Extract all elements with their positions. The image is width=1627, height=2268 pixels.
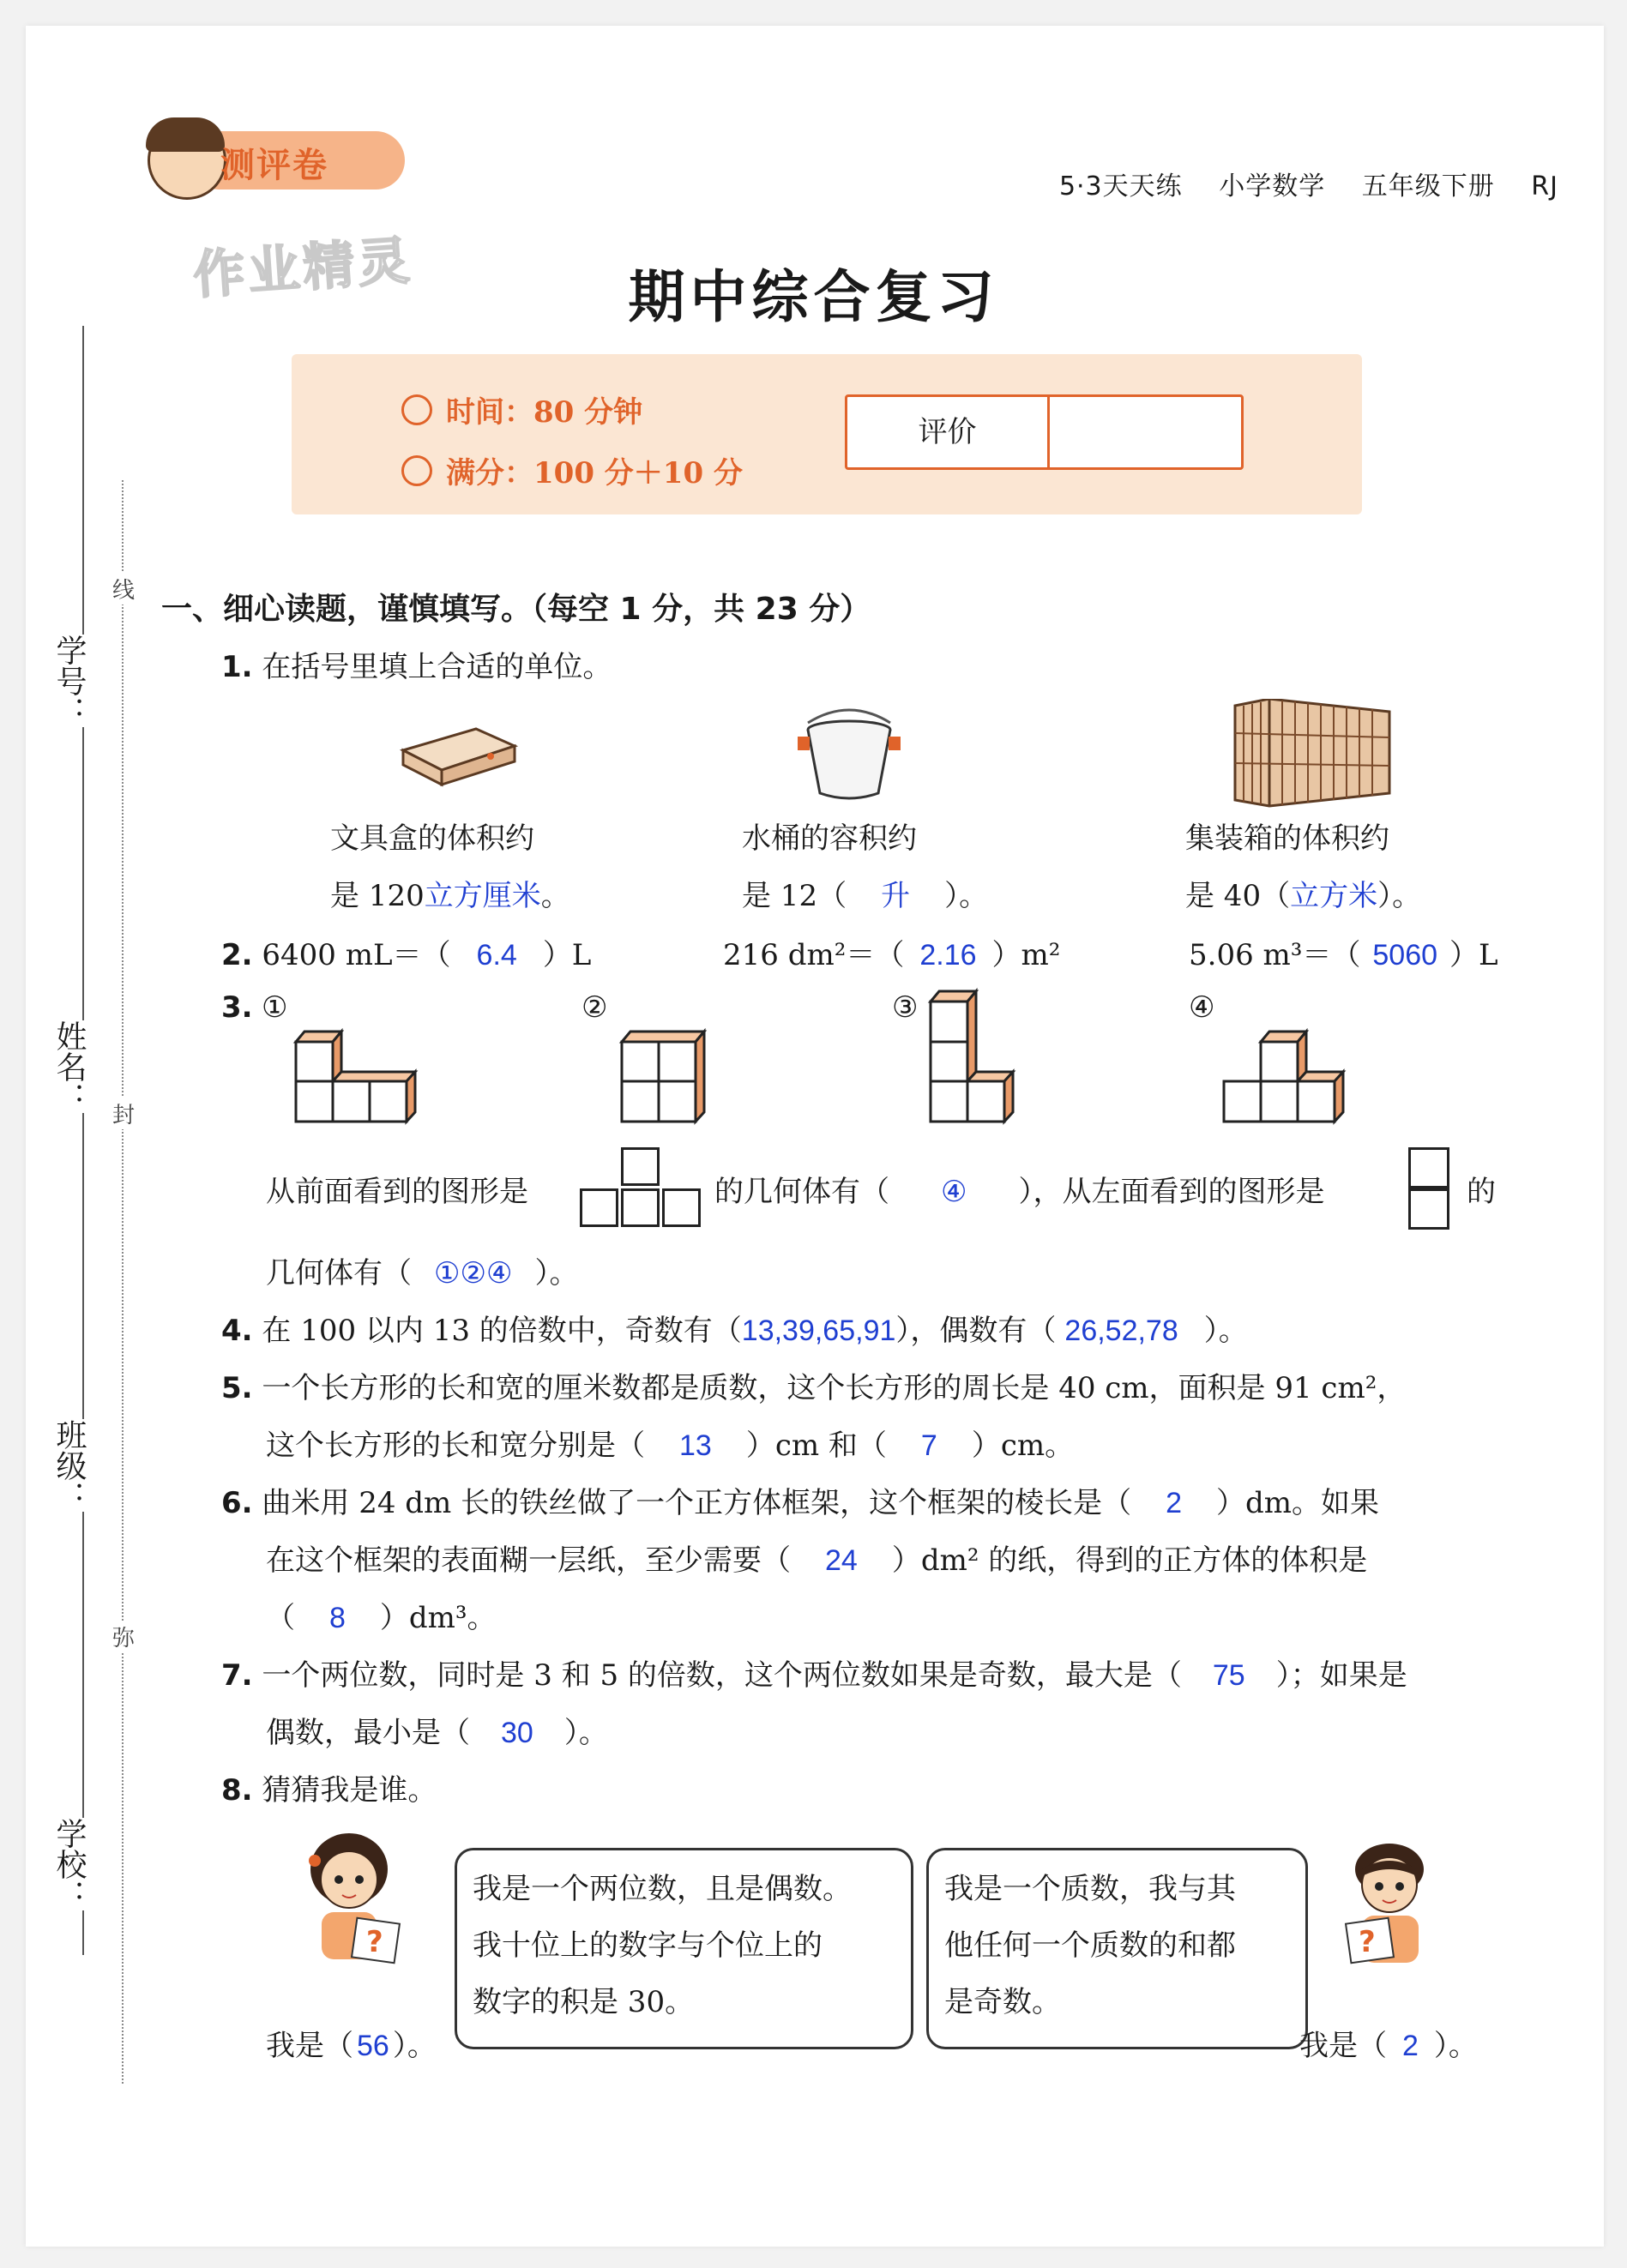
girl-character-icon bbox=[296, 1826, 407, 1972]
watermark: 作业精灵 bbox=[191, 231, 415, 306]
bubble-boy-line-1: 我是一个质数，我与其 bbox=[944, 1872, 1236, 1906]
binding-line bbox=[82, 326, 84, 1955]
q6-line-1: 6. 曲米用 24 dm 长的铁丝做了一个正方体框架，这个框架的棱长是（ 2 ）dm。如果 bbox=[221, 1486, 1380, 1520]
name-label: 姓名： bbox=[47, 1020, 91, 1113]
q2-b: 216 dm²＝（ 2.16 ）m² bbox=[723, 938, 1061, 972]
series-name: 5·3天天练 bbox=[1058, 171, 1183, 202]
q3-answer-1: ④ bbox=[941, 1176, 967, 1208]
q8-answer-boy: 2 bbox=[1402, 2030, 1419, 2062]
boy-hair-icon bbox=[146, 117, 225, 152]
seal-mark-mi: 弥 bbox=[112, 1621, 135, 1652]
series-subject: 小学数学 bbox=[1219, 171, 1326, 202]
pencil-case-icon bbox=[395, 720, 523, 789]
badge-label: 测评卷 bbox=[220, 146, 328, 185]
q1-item2-line1: 水桶的容积约 bbox=[742, 821, 917, 856]
q3-label-1: ① bbox=[262, 990, 288, 1025]
bubble-boy-line-3: 是奇数。 bbox=[944, 1985, 1061, 2019]
bucket-icon bbox=[798, 707, 901, 810]
check-icon bbox=[401, 455, 432, 486]
q8: 8. 猜猜我是谁。 bbox=[221, 1773, 437, 1808]
q6-answer-area: 24 bbox=[825, 1544, 858, 1577]
series-info bbox=[1032, 165, 1558, 202]
q5-line-2: 这个长方形的长和宽分别是（ 13 ）cm 和（ 7 ）cm。 bbox=[266, 1429, 1075, 1463]
q5-line-1: 5. 一个长方形的长和宽的厘米数都是质数，这个长方形的周长是 40 cm，面积是 91 cm²， bbox=[221, 1371, 1407, 1405]
school-label: 学校： bbox=[47, 1818, 91, 1910]
series-grade: 五年级下册 bbox=[1361, 171, 1495, 202]
section-heading: 一、细心读题，谨慎填写。（每空 1 分，共 23 分） bbox=[161, 592, 871, 627]
seal-dotted-line bbox=[122, 480, 124, 2084]
q3-line-2: 几何体有（ ①②④ ）。 bbox=[266, 1256, 579, 1290]
front-view-shape-icon bbox=[580, 1147, 703, 1230]
q1-item1-line2: 是 120立方厘米。 bbox=[330, 879, 570, 913]
bubble-girl-line-3: 数字的积是 30。 bbox=[473, 1985, 695, 2019]
q2-c: 5.06 m³＝（ 5060 ）L bbox=[1189, 938, 1498, 972]
q1-item2-answer: 升 bbox=[881, 880, 911, 912]
q3-label-2: ② bbox=[582, 990, 608, 1025]
svg-text:?: ? bbox=[366, 1925, 383, 1959]
q3-label-4: ④ bbox=[1189, 990, 1215, 1025]
q1-item1-line1: 文具盒的体积约 bbox=[330, 821, 534, 856]
q7-line-1: 7. 一个两位数，同时是 3 和 5 的倍数，这个两位数如果是奇数，最大是（ 75 ）；如果是 bbox=[221, 1658, 1407, 1693]
q3-text-4: 的 bbox=[1467, 1175, 1496, 1209]
q5-answer-length: 13 bbox=[679, 1429, 712, 1462]
q6-line-3: （ 8 ）dm³。 bbox=[266, 1601, 497, 1635]
seal-mark-feng: 封 bbox=[112, 1098, 135, 1129]
left-view-shape-icon bbox=[1408, 1147, 1449, 1230]
bubble-girl-line-1: 我是一个两位数，且是偶数。 bbox=[473, 1872, 852, 1906]
test-badge bbox=[130, 116, 409, 198]
time-limit: 时间：80 分钟 bbox=[446, 395, 643, 430]
clock-icon bbox=[401, 394, 432, 425]
cube-solid-3-icon bbox=[926, 986, 1038, 1128]
q8-answer-girl: 56 bbox=[357, 2030, 389, 2062]
q1-item3-line1: 集装箱的体积约 bbox=[1185, 821, 1389, 856]
q4: 4. 在 100 以内 13 的倍数中，奇数有（13,39,65,91），偶数有（ 26,52,78 ）。 bbox=[221, 1314, 1248, 1348]
evaluation-label: 评价 bbox=[918, 415, 977, 449]
cube-solid-4-icon bbox=[1220, 1025, 1365, 1128]
cube-solid-1-icon bbox=[292, 1025, 437, 1128]
evaluation-box bbox=[845, 394, 1244, 470]
q7-answer-odd: 75 bbox=[1212, 1659, 1245, 1692]
cube-solid-2-icon bbox=[618, 1025, 729, 1128]
bubble-boy-line-2: 他任何一个质数的和都 bbox=[944, 1928, 1236, 1963]
speech-bubble-boy bbox=[926, 1848, 1308, 2049]
q2-c-answer: 5060 bbox=[1372, 939, 1438, 972]
q6-line-2: 在这个框架的表面糊一层纸，至少需要（ 24 ）dm² 的纸，得到的正方体的体积是 bbox=[266, 1543, 1368, 1578]
evaluation-field[interactable] bbox=[1050, 397, 1241, 467]
q2: 2. 6400 mL＝（ 6.4 ）L bbox=[221, 938, 592, 972]
boy-character-icon bbox=[1338, 1835, 1449, 1972]
q2-b-answer: 2.16 bbox=[919, 939, 977, 972]
shipping-container-icon bbox=[1226, 699, 1398, 810]
q4-answer-even: 26,52,78 bbox=[1064, 1314, 1178, 1347]
q1-item3-answer: 立方米 bbox=[1290, 880, 1378, 912]
q7-line-2: 偶数，最小是（ 30 ）。 bbox=[266, 1716, 608, 1750]
q6-answer-volume: 8 bbox=[329, 1602, 346, 1634]
q1-stem: 在括号里填上合适的单位。 bbox=[262, 650, 612, 684]
speech-bubble-girl bbox=[455, 1848, 913, 2049]
boy-answer: 我是（ 2 ）。 bbox=[1299, 2029, 1478, 2063]
q3-label-3: ③ bbox=[892, 990, 919, 1025]
series-edition: RJ bbox=[1531, 171, 1558, 202]
q1: 1. 在括号里填上合适的单位。 bbox=[221, 650, 612, 684]
class-label: 班级： bbox=[47, 1419, 91, 1512]
full-score: 满分：100 分＋10 分 bbox=[446, 456, 743, 490]
q4-answer-odd: 13,39,65,91 bbox=[741, 1314, 896, 1347]
q3-answer-2: ①②④ bbox=[434, 1257, 513, 1290]
q1-item1-answer: 立方厘米 bbox=[424, 880, 541, 912]
q1-item3-line2: 是 40（立方米）。 bbox=[1185, 879, 1422, 913]
svg-text:?: ? bbox=[1359, 1925, 1376, 1959]
page-title: 期中综合复习 bbox=[628, 263, 999, 330]
q2-a-answer: 6.4 bbox=[476, 939, 517, 972]
q5-answer-width: 7 bbox=[920, 1429, 937, 1462]
q3-text-2: 的几何体有（ ④ ），从左面看到的图形是 bbox=[714, 1175, 1325, 1209]
q1-item2-line2: 是 12（ 升 ）。 bbox=[742, 879, 989, 913]
q7-answer-even: 30 bbox=[501, 1717, 533, 1749]
bubble-girl-line-2: 我十位上的数字与个位上的 bbox=[473, 1928, 823, 1963]
q3-text-1: 从前面看到的图形是 bbox=[266, 1175, 528, 1209]
info-box bbox=[292, 354, 1362, 514]
girl-answer: 我是（ 56 ）。 bbox=[266, 2029, 437, 2063]
q3-number: 3. bbox=[221, 990, 253, 1025]
student-id-label: 学号： bbox=[47, 635, 91, 727]
seal-mark-xian: 线 bbox=[112, 573, 135, 605]
q6-answer-edge: 2 bbox=[1166, 1487, 1183, 1519]
